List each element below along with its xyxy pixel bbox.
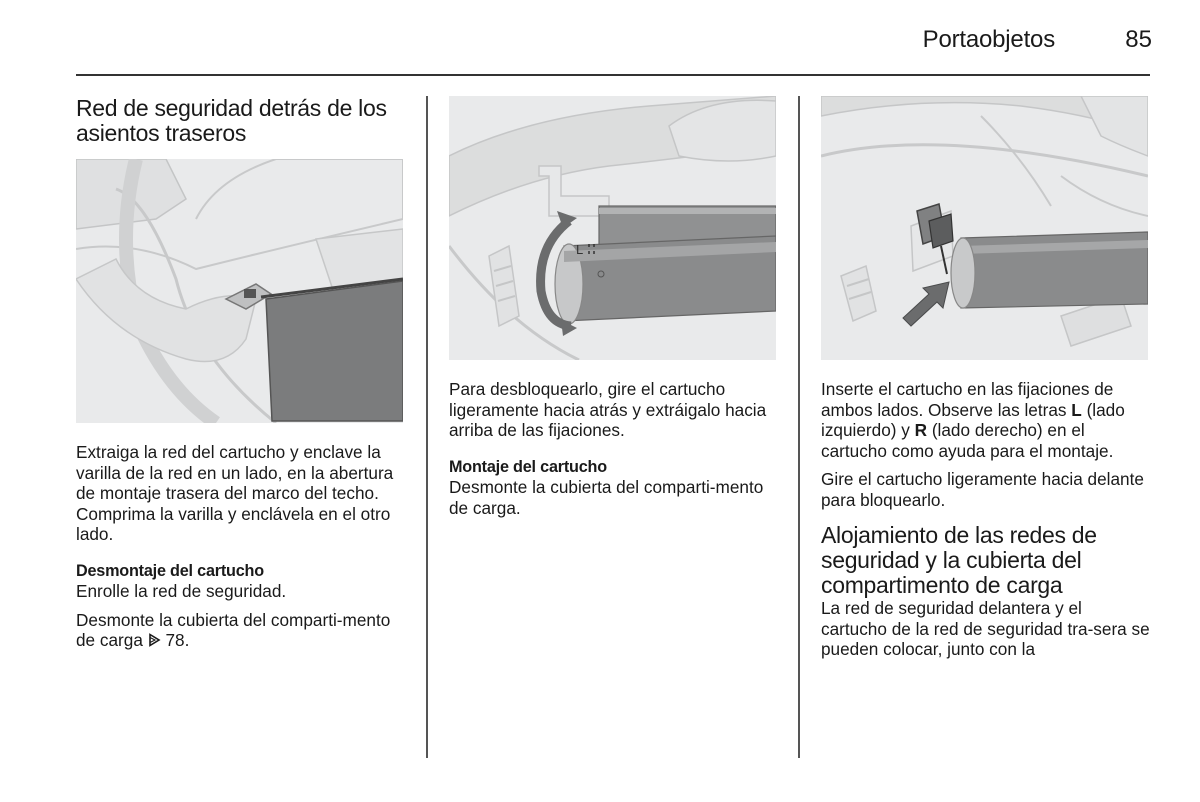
col1-paragraph-3-text: Desmonte la cubierta del comparti-mento de carga <box>76 609 391 650</box>
letter-l: L <box>1071 399 1082 420</box>
column-1 <box>76 96 406 652</box>
arrow-reference-icon <box>148 631 161 652</box>
column-2 <box>449 96 779 518</box>
section-heading-storage: Alojamiento de las redes de seguridad y la cubierta del compartimento de carga <box>821 522 1097 598</box>
col3-paragraph-3: La red de seguridad delantera y el cartucho de la red de seguridad tra-sera se pueden colocar, junto con la <box>821 598 1150 659</box>
col2-paragraph-2: Desmonte la cubierta del comparti-mento de carga. <box>449 477 764 518</box>
col3-paragraph-1-part-b: (lado izquierdo) y <box>821 399 1125 440</box>
column-divider-right <box>798 96 800 758</box>
figure-cartridge-rotation <box>449 96 776 360</box>
col3-paragraph-1 <box>821 379 1151 461</box>
col1-paragraph-2: Enrolle la red de seguridad. <box>76 581 287 601</box>
col1-reference-page: 78. <box>165 630 190 650</box>
header-divider <box>76 74 1150 76</box>
page-number: 85 <box>1125 26 1152 53</box>
cartridge-label-l: L <box>576 242 584 257</box>
col2-paragraph-1: Para desbloquearlo, gire el cartucho ligeramente hacia atrás y extráigalo hacia arriba de las fijaciones. <box>449 379 767 440</box>
column-3 <box>821 96 1151 660</box>
page-header-title: Portaobjetos <box>922 26 1055 53</box>
section-heading-safety-net: Red de seguridad detrás de los asientos traseros <box>76 95 387 146</box>
figure-cartridge-insertion <box>821 96 1148 360</box>
column-divider-left <box>426 96 428 758</box>
col1-paragraph-3 <box>76 610 406 652</box>
col1-subheading: Desmontaje del cartucho <box>76 561 264 580</box>
col3-paragraph-1-part-a: Inserte el cartucho en las fijaciones de ambos lados. Observe las letras <box>821 379 1114 420</box>
col1-paragraph-1: Extraiga la red del cartucho y enclave la varilla de la red en un lado, en la abertura de montaje trasera del marco del techo. Comprima la varilla y enclávela en el otro lado. <box>76 442 394 544</box>
col2-subheading: Montaje del cartucho <box>449 457 607 476</box>
letter-r: R <box>914 420 928 440</box>
figure-net-hook <box>76 159 403 423</box>
col3-paragraph-2: Gire el cartucho ligeramente hacia delante para bloquearlo. <box>821 469 1144 510</box>
col3-paragraph-1-part-c: (lado derecho) en el cartucho como ayuda para el montaje. <box>821 420 1114 461</box>
